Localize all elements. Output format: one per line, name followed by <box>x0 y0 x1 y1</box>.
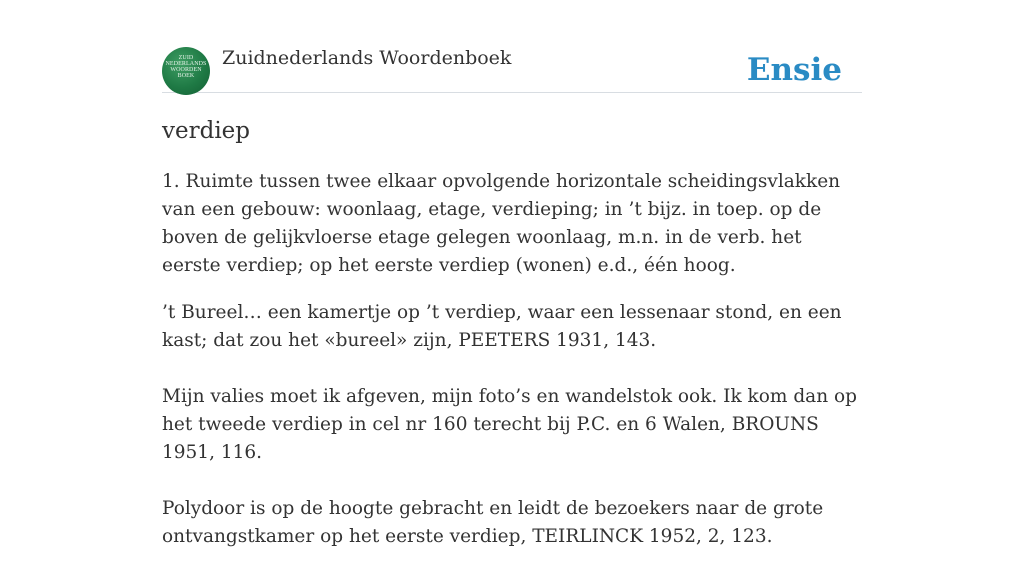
entry-content <box>162 168 862 579</box>
headword: verdiep <box>162 118 251 144</box>
site-title[interactable]: Zuidnederlands Woordenboek <box>222 47 512 69</box>
dictionary-logo[interactable] <box>162 47 210 95</box>
logo-line: NEDERLANDS <box>165 61 207 67</box>
logo-text <box>162 55 210 79</box>
header <box>162 44 862 93</box>
quote: ’t Bureel… een kamertje op ’t verdiep, waar een lessenaar stond, en een kast; dat zou het «bureel» zijn, PEETERS 1931, 143. <box>162 302 842 351</box>
logo-line: ZUID <box>178 55 194 61</box>
page <box>162 0 862 547</box>
logo-line: WOORDEN <box>170 67 202 73</box>
ensie-brand-link[interactable]: Ensie <box>746 52 842 88</box>
logo-line: BOEK <box>177 73 195 79</box>
quote: Polydoor is op de hoogte gebracht en leidt de bezoekers naar de grote ontvangstkamer op het eerste verdiep, TEIRLINCK 1952, 2, 123. <box>162 498 824 547</box>
definition: 1. Ruimte tussen twee elkaar opvolgende horizontale scheidingsvlakken van een gebouw: woonlaag, etage, verdieping; in ’t bijz. in toep. op de boven de gelijkvloerse etage gelegen woonlaag, m.n. in de verb. het eerste verdiep; op het eerste verdiep (wonen) e.d., één hoog. <box>162 171 841 276</box>
quote: Mijn valies moet ik afgeven, mijn foto’s en wandelstok ook. Ik kom dan op het tweede verdiep in cel nr 160 terecht bij P.C. en 6 Walen, BROUNS 1951, 116. <box>162 386 857 463</box>
